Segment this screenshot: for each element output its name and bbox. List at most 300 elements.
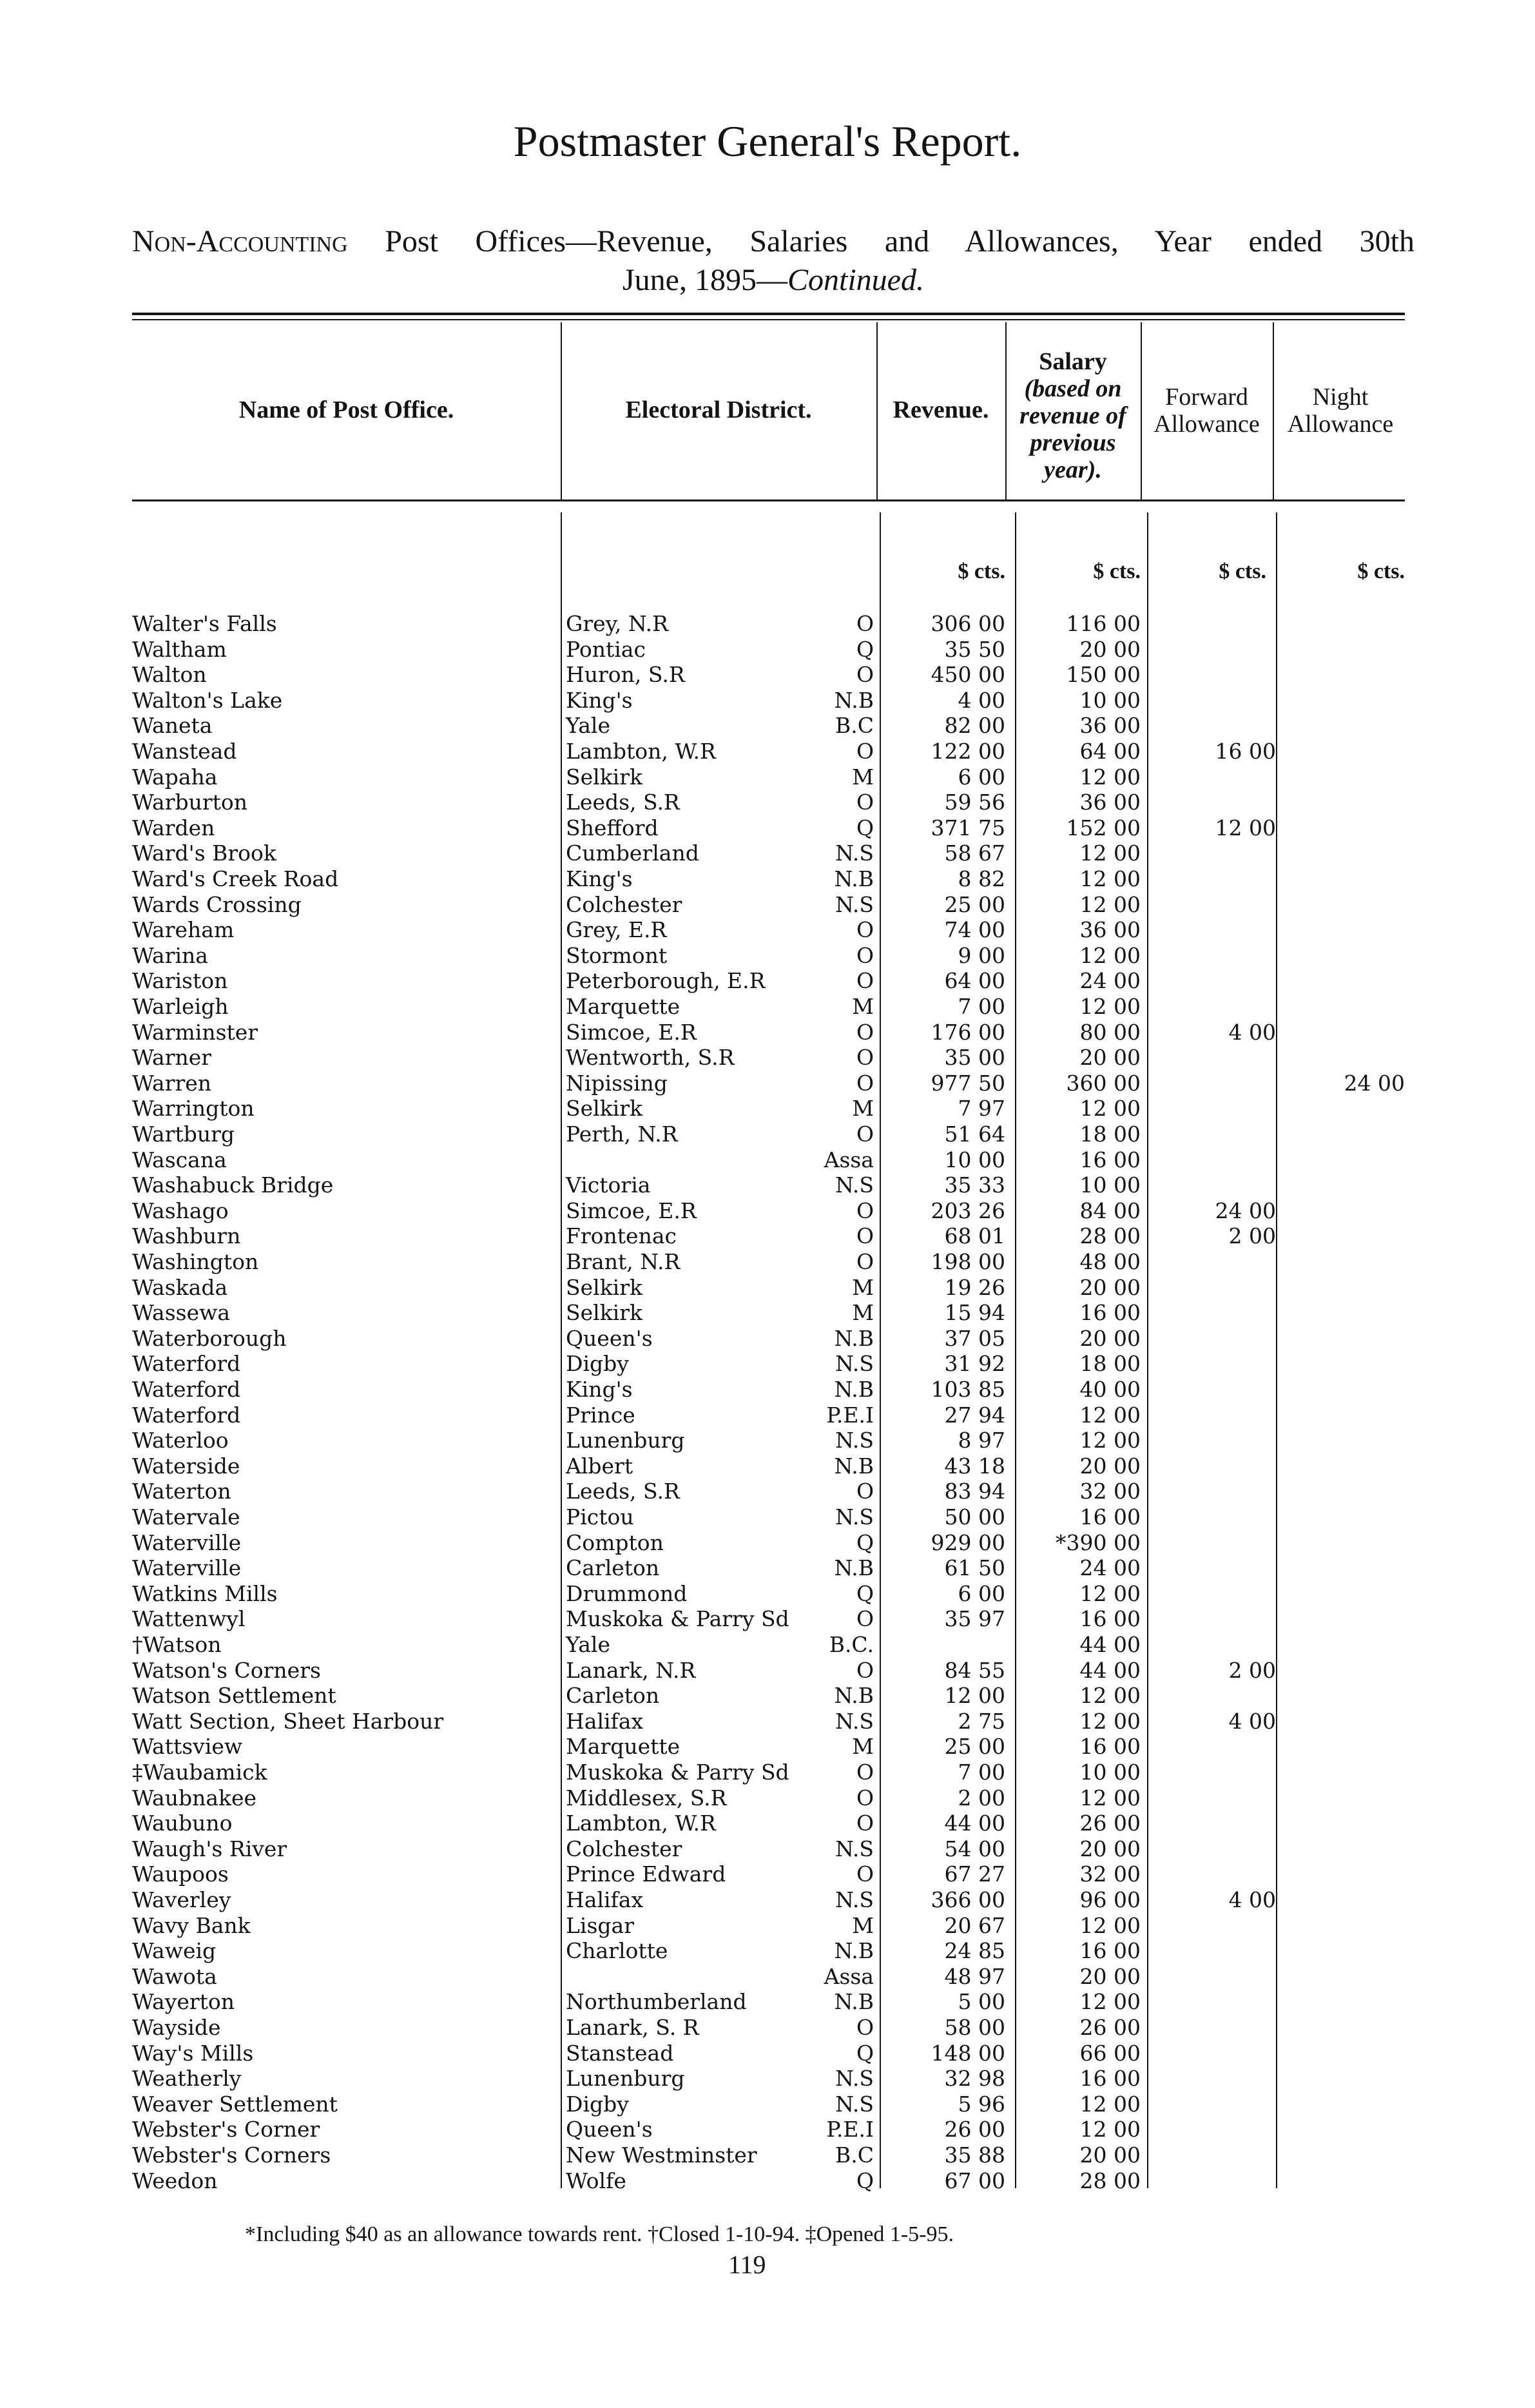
- salary-value: 10 00: [1079, 1172, 1141, 1198]
- salary-value: 12 00: [1079, 2091, 1141, 2117]
- post-office-name: †Watson: [132, 1632, 222, 1657]
- electoral-district: [566, 1300, 874, 1325]
- post-office-name: Waterville: [132, 1529, 242, 1555]
- forward-allowance-value: [1154, 1938, 1276, 1963]
- salary-value: 12 00: [1079, 994, 1141, 1019]
- province-code: M: [852, 764, 874, 790]
- forward-allowance-value: [1154, 840, 1276, 866]
- revenue-value: 19 26: [944, 1274, 1005, 1300]
- post-office-name: Warner: [132, 1045, 212, 1071]
- revenue-value: 15 94: [944, 1300, 1005, 1326]
- forward-allowance-value: 24 00: [1215, 1198, 1276, 1223]
- electoral-district: [566, 1530, 874, 1555]
- revenue-value: 24 85: [944, 1938, 1005, 1964]
- province-code: O: [856, 662, 874, 688]
- post-office-name: Waterborough: [132, 1325, 287, 1351]
- table-row: [0, 1530, 1535, 1555]
- electoral-district: [566, 1913, 874, 1938]
- units-forward: $ cts.: [1219, 559, 1266, 583]
- province-code: N.B: [834, 1989, 874, 2015]
- electoral-district: [566, 637, 874, 662]
- revenue-value: 9 00: [958, 942, 1005, 968]
- table-row: [0, 1606, 1535, 1631]
- salary-value: 12 00: [1079, 1683, 1141, 1709]
- forward-allowance-value: [1154, 994, 1276, 1019]
- district-name: Cumberland: [566, 840, 699, 866]
- salary-value: 12 00: [1079, 891, 1141, 917]
- post-office-name: Warrington: [132, 1096, 255, 1121]
- district-name: Digby: [566, 1351, 629, 1377]
- province-code: O: [856, 968, 874, 994]
- header-night: [1273, 384, 1408, 438]
- district-name: Queen's: [566, 2117, 653, 2142]
- revenue-value: 48 97: [944, 1963, 1005, 1989]
- post-office-name: Weaver Settlement: [132, 2091, 338, 2117]
- table-row: [0, 1479, 1535, 1504]
- header-salary-l2: (based on: [1024, 375, 1122, 402]
- night-allowance-value: [1282, 1300, 1405, 1325]
- post-office-name: Waterford: [132, 1402, 241, 1428]
- post-office-name: Waterside: [132, 1453, 240, 1479]
- post-office-name: Warina: [132, 942, 208, 968]
- district-name: Pontiac: [566, 636, 646, 662]
- revenue-value: 122 00: [931, 739, 1005, 764]
- district-name: Northumberland: [566, 1989, 747, 2015]
- night-allowance-value: [1282, 1964, 1405, 1989]
- electoral-district: [566, 815, 874, 840]
- electoral-district: [566, 1709, 874, 1734]
- post-office-name: Wariston: [132, 968, 228, 994]
- night-allowance-value: [1282, 1453, 1405, 1479]
- forward-allowance-value: 16 00: [1215, 739, 1276, 764]
- revenue-value: 306 00: [931, 611, 1005, 636]
- forward-allowance-value: [1154, 1403, 1276, 1428]
- header-bottom-rule: [132, 500, 1405, 501]
- province-code: B.C.: [829, 1632, 874, 1657]
- forward-allowance-value: [1154, 1913, 1276, 1938]
- forward-allowance-value: [1154, 1836, 1276, 1861]
- post-office-name: Walton's Lake: [132, 687, 283, 713]
- header-salary: [1005, 348, 1141, 483]
- electoral-district: [566, 1811, 874, 1836]
- revenue-value: 37 05: [944, 1325, 1005, 1351]
- district-name: Huron, S.R: [566, 662, 685, 688]
- district-name: Marquette: [566, 994, 681, 1019]
- electoral-district: [566, 2041, 874, 2066]
- electoral-district: [566, 840, 874, 866]
- revenue-value: 67 27: [944, 1861, 1005, 1887]
- district-name: Wentworth, S.R: [566, 1045, 735, 1071]
- table-row: [0, 815, 1535, 840]
- table-row: [0, 637, 1535, 662]
- post-office-name: Wattsview: [132, 1734, 243, 1760]
- post-office-name: Weedon: [132, 2168, 218, 2193]
- night-allowance-value: [1282, 1658, 1405, 1683]
- salary-value: 20 00: [1079, 636, 1141, 662]
- province-code: O: [856, 1070, 874, 1096]
- post-office-name: Warburton: [132, 790, 248, 815]
- forward-allowance-value: [1154, 866, 1276, 891]
- post-office-name: Warleigh: [132, 994, 229, 1019]
- electoral-district: [566, 1223, 874, 1248]
- salary-value: 44 00: [1079, 1657, 1141, 1683]
- province-code: N.S: [835, 1836, 874, 1861]
- salary-value: 152 00: [1066, 815, 1141, 840]
- district-name: Lisgar: [566, 1912, 634, 1938]
- revenue-value: 8 97: [958, 1428, 1005, 1453]
- province-code: N.B: [834, 687, 874, 713]
- province-code: N.S: [835, 1351, 874, 1377]
- electoral-district: [566, 994, 874, 1019]
- revenue-value: [883, 1632, 1005, 1657]
- salary-value: 12 00: [1079, 1989, 1141, 2015]
- salary-value: 36 00: [1079, 917, 1141, 943]
- night-allowance-value: [1282, 866, 1405, 891]
- district-name: Colchester: [566, 891, 682, 917]
- revenue-value: 54 00: [944, 1836, 1005, 1861]
- night-allowance-value: [1282, 943, 1405, 968]
- district-name: Lunenburg: [566, 2066, 685, 2092]
- salary-value: 24 00: [1079, 968, 1141, 994]
- electoral-district: [566, 1938, 874, 1963]
- electoral-district: [566, 1658, 874, 1683]
- district-name: Selkirk: [566, 1300, 643, 1326]
- electoral-district: [566, 1403, 874, 1428]
- page-title: Postmaster General's Report.: [513, 117, 1022, 166]
- district-name: Nipissing: [566, 1070, 668, 1096]
- revenue-value: 83 94: [944, 1479, 1005, 1504]
- revenue-value: 67 00: [944, 2168, 1005, 2193]
- night-allowance-value: [1282, 1938, 1405, 1963]
- province-code: Q: [856, 1580, 874, 1606]
- night-allowance-value: [1282, 994, 1405, 1019]
- province-code: O: [856, 1811, 874, 1836]
- revenue-value: 2 00: [958, 1785, 1005, 1811]
- forward-allowance-value: [1154, 1147, 1276, 1172]
- night-allowance-value: [1282, 1223, 1405, 1248]
- electoral-district: [566, 1453, 874, 1479]
- forward-allowance-value: 4 00: [1228, 1708, 1276, 1734]
- revenue-value: 59 56: [944, 790, 1005, 815]
- district-name: Grey, N.R: [566, 611, 669, 636]
- revenue-value: 25 00: [944, 1734, 1005, 1760]
- night-allowance-value: [1282, 2041, 1405, 2066]
- revenue-value: 84 55: [944, 1657, 1005, 1683]
- caption-continued: Continued.: [787, 263, 924, 297]
- table-row: [0, 713, 1535, 738]
- district-name: Charlotte: [566, 1938, 668, 1964]
- electoral-district: [566, 1428, 874, 1453]
- district-name: King's: [566, 1377, 633, 1402]
- province-code: N.S: [835, 1428, 874, 1453]
- province-code: O: [856, 1760, 874, 1785]
- district-name: Marquette: [566, 1734, 681, 1760]
- forward-allowance-value: [1154, 1351, 1276, 1376]
- post-office-name: Wanstead: [132, 739, 237, 764]
- electoral-district: [566, 1989, 874, 2014]
- revenue-value: 27 94: [944, 1402, 1005, 1428]
- district-name: Halifax: [566, 1708, 644, 1734]
- district-name: King's: [566, 866, 633, 891]
- post-office-name: Weatherly: [132, 2066, 242, 2092]
- salary-value: 16 00: [1079, 2066, 1141, 2092]
- district-name: King's: [566, 687, 633, 713]
- post-office-name: Wattenwyl: [132, 1606, 246, 1632]
- revenue-value: 58 00: [944, 2015, 1005, 2040]
- revenue-value: 366 00: [931, 1887, 1005, 1912]
- electoral-district: [566, 866, 874, 891]
- province-code: O: [856, 790, 874, 815]
- district-name: Shefford: [566, 815, 659, 840]
- electoral-district: [566, 1020, 874, 1045]
- table-row: [0, 1147, 1535, 1172]
- table-row: [0, 1351, 1535, 1376]
- revenue-value: 7 97: [958, 1096, 1005, 1121]
- table-row: [0, 2168, 1535, 2193]
- post-office-name: Wawota: [132, 1963, 217, 1989]
- post-office-name: Way's Mills: [132, 2040, 254, 2066]
- province-code: O: [856, 1019, 874, 1045]
- province-code: O: [856, 1861, 874, 1887]
- table-row: [0, 1020, 1535, 1045]
- district-name: Prince Edward: [566, 1861, 726, 1887]
- revenue-value: 977 50: [931, 1070, 1005, 1096]
- table-top-rule-thin: [132, 319, 1405, 320]
- night-allowance-value: [1282, 1760, 1405, 1785]
- district-name: Pictou: [566, 1504, 634, 1529]
- post-office-name: Watt Section, Sheet Harbour: [132, 1708, 444, 1734]
- province-code: O: [856, 1121, 874, 1147]
- district-name: Frontenac: [566, 1223, 677, 1249]
- night-allowance-value: [1282, 917, 1405, 942]
- electoral-district: [566, 1581, 874, 1606]
- electoral-district: [566, 1249, 874, 1274]
- electoral-district: [566, 611, 874, 636]
- night-allowance-value: [1282, 1045, 1405, 1070]
- caption-prefix: June, 1895—: [623, 263, 787, 297]
- forward-allowance-value: [1154, 1555, 1276, 1580]
- province-code: N.S: [835, 1504, 874, 1529]
- province-code: Q: [856, 2040, 874, 2066]
- table-row: [0, 1913, 1535, 1938]
- electoral-district: [566, 2092, 874, 2117]
- forward-allowance-value: [1154, 1428, 1276, 1453]
- province-code: B.C: [835, 2142, 874, 2168]
- night-allowance-value: [1282, 840, 1405, 866]
- forward-allowance-value: [1154, 713, 1276, 738]
- salary-value: 40 00: [1079, 1377, 1141, 1402]
- forward-allowance-value: 12 00: [1215, 815, 1276, 840]
- post-office-name: Watson Settlement: [132, 1683, 336, 1709]
- header-name: Name of Post Office.: [238, 396, 454, 423]
- forward-allowance-value: [1154, 2066, 1276, 2091]
- province-code: O: [856, 1657, 874, 1683]
- electoral-district: [566, 713, 874, 738]
- forward-allowance-value: [1154, 2168, 1276, 2193]
- night-allowance-value: [1282, 1606, 1405, 1631]
- district-name: Simcoe, E.R: [566, 1019, 697, 1045]
- post-office-name: Warminster: [132, 1019, 258, 1045]
- revenue-value: 31 92: [944, 1351, 1005, 1377]
- electoral-district: [566, 2117, 874, 2142]
- night-allowance-value: [1282, 1683, 1405, 1708]
- night-allowance-value: [1282, 1403, 1405, 1428]
- district-name: Lanark, S. R: [566, 2015, 699, 2040]
- table-row: [0, 739, 1535, 764]
- salary-value: 84 00: [1079, 1198, 1141, 1223]
- electoral-district: [566, 2142, 874, 2168]
- table-row: [0, 688, 1535, 713]
- table-row: [0, 1377, 1535, 1402]
- electoral-district: [566, 1351, 874, 1376]
- district-name: Selkirk: [566, 1274, 643, 1300]
- revenue-value: 44 00: [944, 1811, 1005, 1836]
- header-district: Electoral District.: [625, 396, 812, 423]
- revenue-value: 371 75: [931, 815, 1005, 840]
- revenue-value: 6 00: [958, 1580, 1005, 1606]
- forward-allowance-value: [1154, 790, 1276, 815]
- header-night-l1: Night: [1312, 384, 1369, 411]
- night-allowance-value: [1282, 1147, 1405, 1172]
- electoral-district: [566, 1785, 874, 1811]
- night-allowance-value: [1282, 764, 1405, 790]
- district-name: Leeds, S.R: [566, 1479, 680, 1504]
- post-office-name: Webster's Corners: [132, 2142, 331, 2168]
- electoral-district: [566, 1760, 874, 1785]
- salary-value: 44 00: [1079, 1632, 1141, 1657]
- forward-allowance-value: [1154, 2092, 1276, 2117]
- electoral-district: [566, 892, 874, 917]
- salary-value: 12 00: [1079, 1402, 1141, 1428]
- salary-value: 26 00: [1079, 2015, 1141, 2040]
- revenue-value: 148 00: [931, 2040, 1005, 2066]
- province-code: O: [856, 1785, 874, 1811]
- forward-allowance-value: [1154, 1096, 1276, 1121]
- night-allowance-value: [1282, 790, 1405, 815]
- province-code: N.S: [835, 1708, 874, 1734]
- header-forward-l1: Forward: [1165, 384, 1248, 411]
- district-name: Brant, N.R: [566, 1249, 681, 1274]
- salary-value: 12 00: [1079, 1785, 1141, 1811]
- salary-value: 12 00: [1079, 840, 1141, 866]
- forward-allowance-value: [1154, 2041, 1276, 2066]
- forward-allowance-value: [1154, 1530, 1276, 1555]
- revenue-value: 58 67: [944, 840, 1005, 866]
- electoral-district: [566, 2066, 874, 2091]
- caption-smallcaps: Non-Accounting: [132, 224, 348, 258]
- post-office-name: Wapaha: [132, 764, 218, 790]
- province-code: N.S: [835, 1172, 874, 1198]
- table-row: [0, 1045, 1535, 1070]
- forward-allowance-value: [1154, 662, 1276, 687]
- forward-allowance-value: [1154, 1071, 1276, 1096]
- forward-allowance-value: [1154, 1964, 1276, 1989]
- province-code: N.S: [835, 840, 874, 866]
- salary-value: 12 00: [1079, 866, 1141, 891]
- revenue-value: 35 50: [944, 636, 1005, 662]
- units-revenue: $ cts.: [958, 559, 1005, 583]
- forward-allowance-value: [1154, 1989, 1276, 2014]
- forward-allowance-value: [1154, 1045, 1276, 1070]
- revenue-value: 176 00: [931, 1019, 1005, 1045]
- district-name: Muskoka & Parry Sd: [566, 1606, 789, 1632]
- electoral-district: [566, 968, 874, 993]
- revenue-value: 7 00: [958, 1760, 1005, 1785]
- table-caption-line-2: [132, 261, 1414, 300]
- province-code: M: [852, 1096, 874, 1121]
- forward-allowance-value: [1154, 1581, 1276, 1606]
- revenue-value: 4 00: [958, 687, 1005, 713]
- units-salary: $ cts.: [1093, 559, 1141, 583]
- district-name: Compton: [566, 1529, 664, 1555]
- footnote: *Including $40 as an allowance towards rent. †Closed 1-10-94. ‡Opened 1-5-95.: [245, 2222, 954, 2246]
- revenue-value: 20 67: [944, 1912, 1005, 1938]
- electoral-district: [566, 790, 874, 815]
- post-office-name: Wareham: [132, 917, 235, 943]
- electoral-district: [566, 1632, 874, 1657]
- forward-allowance-value: [1154, 968, 1276, 993]
- table-row: [0, 1071, 1535, 1096]
- salary-value: 96 00: [1079, 1887, 1141, 1912]
- post-office-name: Wassewa: [132, 1300, 231, 1326]
- province-code: O: [856, 1198, 874, 1223]
- province-code: N.B: [834, 1377, 874, 1402]
- post-office-name: Watson's Corners: [132, 1657, 321, 1683]
- province-code: O: [856, 917, 874, 943]
- salary-value: 12 00: [1079, 1708, 1141, 1734]
- table-row: [0, 866, 1535, 891]
- table-row: [0, 1989, 1535, 2014]
- revenue-value: 198 00: [931, 1249, 1005, 1274]
- forward-allowance-value: [1154, 1479, 1276, 1504]
- post-office-name: Washington: [132, 1249, 259, 1274]
- table-row: [0, 840, 1535, 866]
- revenue-value: 74 00: [944, 917, 1005, 943]
- forward-allowance-value: [1154, 611, 1276, 636]
- night-allowance-value: [1282, 1428, 1405, 1453]
- province-code: O: [856, 611, 874, 636]
- forward-allowance-value: [1154, 1861, 1276, 1887]
- table-row: [0, 790, 1535, 815]
- forward-allowance-value: [1154, 1811, 1276, 1836]
- post-office-name: Warden: [132, 815, 215, 840]
- forward-allowance-value: [1154, 1760, 1276, 1785]
- province-code: Q: [856, 636, 874, 662]
- forward-allowance-value: 2 00: [1228, 1223, 1276, 1249]
- revenue-value: 203 26: [931, 1198, 1005, 1223]
- table-caption-line-1: [132, 222, 1414, 261]
- salary-value: 64 00: [1079, 739, 1141, 764]
- electoral-district: [566, 662, 874, 687]
- night-allowance-value: [1282, 968, 1405, 993]
- revenue-value: 35 97: [944, 1606, 1005, 1632]
- district-name: Colchester: [566, 1836, 682, 1861]
- night-allowance-value: [1282, 1198, 1405, 1223]
- salary-value: 80 00: [1079, 1019, 1141, 1045]
- table-row: [0, 1096, 1535, 1121]
- district-name: Digby: [566, 2091, 629, 2117]
- salary-value: 360 00: [1066, 1070, 1141, 1096]
- revenue-value: 450 00: [931, 662, 1005, 688]
- revenue-value: 50 00: [944, 1504, 1005, 1529]
- post-office-name: Waneta: [132, 713, 213, 739]
- province-code: Q: [856, 2168, 874, 2193]
- district-name: Middlesex, S.R: [566, 1785, 727, 1811]
- salary-value: 20 00: [1079, 2142, 1141, 2168]
- table-row: [0, 1836, 1535, 1861]
- forward-allowance-value: [1154, 1683, 1276, 1708]
- night-allowance-value: [1282, 1504, 1405, 1529]
